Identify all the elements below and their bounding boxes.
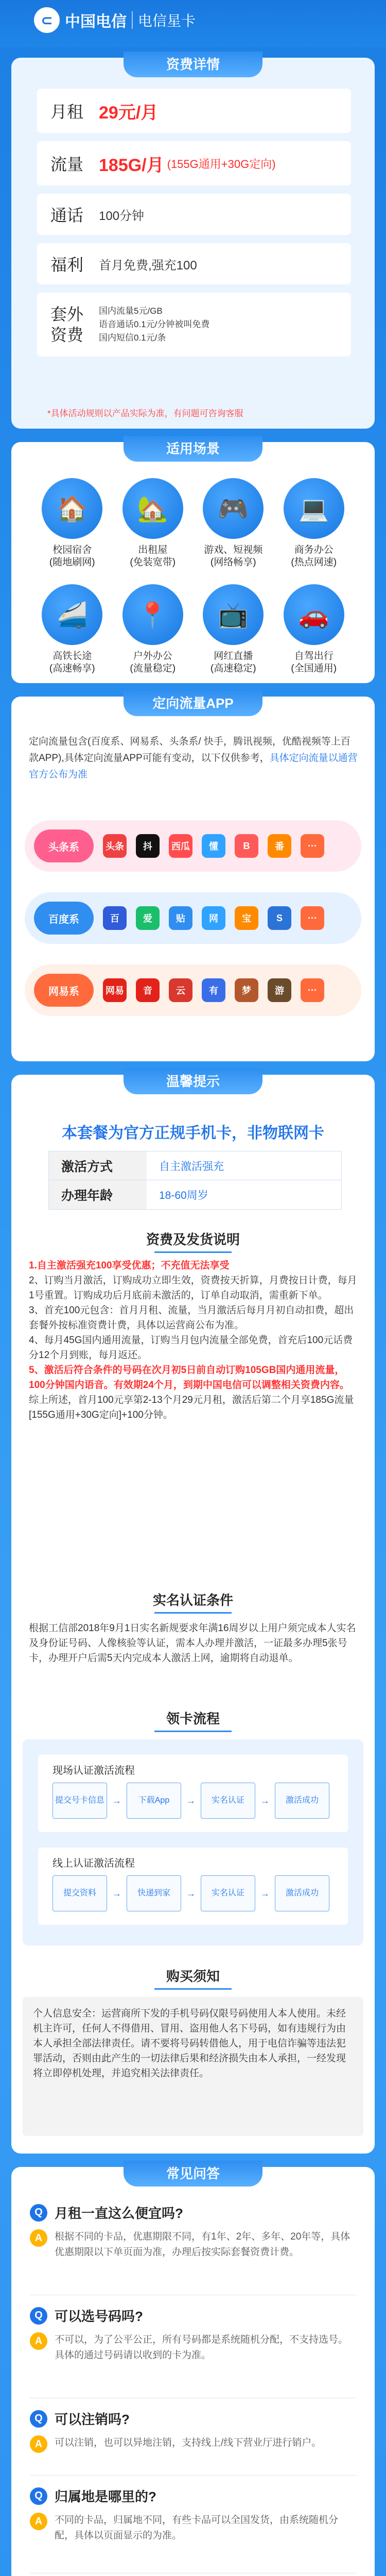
app-icon: S [268, 906, 291, 930]
app-icon: ··· [301, 978, 324, 1002]
faq-item [30, 2409, 356, 2453]
notice-headline: 本套餐为官方正规手机卡，非物联网卡 [62, 1125, 324, 1142]
faq-answer [30, 2332, 356, 2363]
tariff-row-extra [37, 293, 351, 357]
train-icon: 🚄 [42, 584, 102, 645]
question-icon: Q [30, 2307, 47, 2325]
app-group-pill: 头条系 [34, 829, 94, 862]
fee-p3: 3、首充100元包含：首月月租、流量，当月激活后每月月初自动扣费，超出套餐外按标准资费计费，具体以运营商公布为准。 [29, 1305, 354, 1331]
flow-step: 激活成功 [275, 1783, 329, 1819]
flow-step: 提交号卡信息 [52, 1783, 107, 1819]
tariff-value: 首月免费,强充100 [99, 258, 197, 273]
answer-icon: A [30, 2513, 47, 2530]
tv-icon: 📺 [203, 584, 264, 645]
faq-answer [30, 2435, 356, 2453]
location-pin-icon: 📍 [122, 584, 183, 645]
scene-grid [32, 478, 354, 675]
app-group-pill: 百度系 [34, 902, 94, 935]
app-icon: 抖 [136, 834, 160, 858]
faq-answer-text: 不同的卡品，归属地不同，有些卡品可以全国发货，由系统随机分配，具体以页面显示的为准。 [55, 2515, 339, 2541]
online-steps [52, 1783, 329, 1819]
app-icon: ··· [301, 906, 324, 930]
laptop-icon: 💻 [284, 478, 344, 539]
info-row [49, 1151, 341, 1180]
online-flow-title: 现场认证激活流程 [52, 1765, 135, 1776]
faq-answer [30, 2513, 356, 2544]
app-group-pill: 网易系 [34, 974, 94, 1007]
brand-divider [132, 11, 133, 29]
faq-divider [30, 2475, 356, 2476]
app-icon: 懂 [202, 834, 225, 858]
apps-card [11, 697, 375, 1061]
scene-item [274, 478, 355, 569]
buy-text: 个人信息安全：运营商所下发的手机号码仅限号码使用人本人使用。未经机主许可，任何人不得借用、冒用、盗用他人名下号码，如有违规行为由本人承担全部法律责任。请不要将号码转借他人，用于电信诈骗等违法犯罪活动，否则由此产生的一切法律后果和经济损失由本人承担，一经发现将立即停机处理，并追究相关法律责任。 [33, 2008, 346, 2079]
tariff-label: 通话 [50, 206, 84, 225]
flow-step: 快递到家 [127, 1875, 181, 1911]
faq-item [30, 2306, 356, 2363]
faq-card [11, 2167, 375, 2576]
faq-item [30, 2203, 356, 2260]
info-row [49, 1180, 341, 1209]
app-icon: 百 [103, 906, 127, 930]
app-icon: 头条 [103, 834, 127, 858]
tariff-value: 185G/月 [99, 155, 164, 175]
app-icon: B [235, 834, 258, 858]
fee-p2: 2、订购当月激活，订购成功立即生效，资费按天折算，月费按日计费，每月1号重置。订购成功后月底前未激活的，订单自动取消，需重新下单。 [29, 1275, 357, 1301]
china-telecom-logo-icon: ⊂ [34, 7, 60, 33]
tariff-value-sub: (155G通用+30G定向) [167, 157, 276, 171]
app-icon: 梦 [235, 978, 258, 1002]
tariff-row-rent [37, 89, 351, 133]
fee-title: 资费及发货说明 [11, 1229, 375, 1253]
tariff-note: *具体活动规则以产品实际为准，有问题可咨询客服 [47, 409, 243, 418]
realname-title: 实名认证条件 [11, 1590, 375, 1614]
info-value: 自主激活强充 [159, 1160, 224, 1173]
offline-flow [38, 1848, 348, 1925]
tariff-row-call [37, 194, 351, 235]
faq-answer-text: 根据不同的卡品，优惠期限不同，有1年、2年、多年、20年等，具体优惠期限以下单页面为准，办理后按实际套餐资费计费。 [55, 2231, 350, 2258]
buy-notice-box [23, 1997, 363, 2136]
realname-text: 根据工信部2018年9月1日实名新规要求年满16周岁以上用户须完成本人实名及身份证号码、人像核验等认证，需本人办理并激活，一证最多办理5张号卡，办理开户后需5天内完成本人激活上网，逾期将自动退单。 [29, 1623, 356, 1664]
scene-label: 出租屋 (免装宽带) [130, 545, 176, 568]
apps-title: 定向流量APP [124, 690, 262, 716]
scene-item [274, 584, 355, 675]
arrow-right-icon: → [112, 1795, 121, 1806]
tariff-label: 套外资费 [50, 305, 84, 344]
faq-question-text: 可以注销吗? [55, 2412, 130, 2427]
tariff-row-welfare [37, 243, 351, 284]
app-icon: 爱 [136, 906, 160, 930]
buy-title: 购买须知 [11, 1966, 375, 1990]
flow-step: 下载App [127, 1783, 181, 1819]
app-icon: 网 [202, 906, 225, 930]
app-row-toutiao [25, 820, 361, 872]
scene-item [193, 478, 274, 569]
scene-item [113, 584, 194, 675]
notice-title: 温馨提示 [124, 1069, 262, 1094]
app-icon: 有 [202, 978, 225, 1002]
tariff-title: 资费详情 [124, 52, 262, 77]
flow-step: 实名认证 [201, 1783, 255, 1819]
app-icon: 游 [268, 978, 291, 1002]
car-icon: 🚗 [284, 584, 344, 645]
scene-label: 自驾出行 (全国通用) [291, 651, 337, 674]
tariff-card [11, 58, 375, 429]
notice-card [11, 1075, 375, 2154]
flow-step: 提交资料 [52, 1875, 107, 1911]
fee-end: 综上所述，首月100元享第2-13个月29元月租，激活后第二个月享185G流量[155G通用+30G定向]+100分钟。 [29, 1395, 354, 1420]
tariff-extra-line: 语音通话0.1元/分钟被叫免费 [99, 319, 210, 329]
tariff-label: 月租 [50, 103, 84, 121]
tariff-row-data [37, 141, 351, 185]
scene-label: 校园宿舍 (随地刷网) [49, 545, 95, 568]
scene-item [113, 478, 194, 569]
flow-panel [23, 1739, 363, 1945]
info-table [48, 1151, 342, 1210]
arrow-right-icon: → [260, 1888, 270, 1899]
faq-question [30, 2203, 356, 2222]
tariff-extra-line: 国内流量5元/GB [99, 306, 163, 316]
question-icon: Q [30, 2410, 47, 2428]
info-key: 激活方式 [49, 1151, 147, 1180]
arrow-right-icon: → [260, 1795, 270, 1806]
tariff-label: 流量 [50, 155, 84, 174]
tariff-label: 福利 [50, 256, 84, 274]
arrow-right-icon: → [186, 1888, 196, 1899]
faq-title: 常见问答 [124, 2161, 262, 2187]
brand [34, 7, 196, 33]
app-icon: 西瓜 [169, 834, 192, 858]
offline-flow-title: 线上认证激活流程 [52, 1858, 135, 1869]
tariff-value: 29元/月 [99, 103, 159, 123]
fee-p4: 4、每月45G国内通用流量，订购当月包内流量全部免费，首充后100元话费分12个月到账，每月返还。 [29, 1335, 353, 1361]
flow-step: 激活成功 [275, 1875, 329, 1911]
fee-description [29, 1258, 357, 1422]
tariff-extra-lines [99, 304, 209, 345]
brand-slogan: 电信星卡 [138, 13, 196, 29]
scene-label: 游戏、短视频 (网络畅享) [204, 545, 263, 568]
gamepad-icon: 🎮 [203, 478, 264, 539]
fee-p1: 1.自主激活强充100享受优惠；不充值无法享受 [29, 1260, 230, 1271]
scene-label: 商务办公 (热点网速) [291, 545, 337, 568]
header [0, 0, 386, 47]
faq-question-text: 归属地是哪里的? [55, 2489, 156, 2504]
faq-answer-text: 不可以，为了公平公正，所有号码都是系统随机分配，不支持选号。具体的通过号码请以收到的卡为准。 [55, 2334, 348, 2361]
scene-item [32, 478, 113, 569]
faq-question [30, 2486, 356, 2505]
flow-title: 领卡流程 [11, 1708, 375, 1732]
app-icon: ··· [301, 834, 324, 858]
tariff-extra-line: 国内短信0.1元/条 [99, 333, 166, 343]
question-icon: Q [30, 2204, 47, 2222]
scene-card [11, 442, 375, 683]
app-row-netease [25, 964, 361, 1016]
answer-icon: A [30, 2229, 47, 2247]
faq-answer [30, 2229, 356, 2260]
flow-step: 实名认证 [201, 1875, 255, 1911]
faq-item [30, 2486, 356, 2544]
answer-icon: A [30, 2332, 47, 2350]
faq-answer-text: 可以注销，也可以异地注销，支持线上/线下营业厅进行销户。 [55, 2437, 322, 2448]
arrow-right-icon: → [112, 1888, 121, 1899]
app-row-baidu [25, 892, 361, 944]
app-icon: 网易 [103, 978, 127, 1002]
question-icon: Q [30, 2487, 47, 2505]
app-icon: 音 [136, 978, 160, 1002]
app-icon: 贴 [169, 906, 192, 930]
scene-item [32, 584, 113, 675]
offline-steps [52, 1875, 329, 1911]
scene-label: 户外办公 (流量稳定) [130, 651, 176, 674]
fee-red: 5、激活后符合条件的号码在次月初5日前自动订购105GB国内通用流量，100分钟国内语音。有效期24个月，到期中国电信可以调整相关资费内容。 [29, 1365, 349, 1391]
rental-house-icon: 🏡 [122, 478, 183, 539]
app-icon: 番 [268, 834, 291, 858]
faq-question [30, 2306, 356, 2325]
answer-icon: A [30, 2435, 47, 2453]
faq-question-text: 可以选号码吗? [55, 2309, 143, 2324]
online-flow [38, 1755, 348, 1832]
info-value: 18-60周岁 [159, 1190, 208, 1201]
scene-label: 网红直播 (高速稳定) [210, 651, 256, 674]
arrow-right-icon: → [186, 1795, 196, 1806]
app-icon: 宝 [235, 906, 258, 930]
app-icon: 云 [169, 978, 192, 1002]
scene-label: 高铁长途 (高速畅享) [49, 651, 95, 674]
tariff-value: 100分钟 [99, 209, 145, 223]
faq-question [30, 2409, 356, 2428]
dorm-icon: 🏠 [42, 478, 102, 539]
scene-title: 适用场景 [124, 436, 262, 462]
scene-item [193, 584, 274, 675]
info-key: 办理年龄 [49, 1180, 147, 1209]
apps-description: 定向流量包含(百度系、网易系、头条系/ 快手，腾讯视频，优酷视频等上百款APP),具体定向流量APP可能有变动，以下仅供参考，具体定向流量以通营官方公布为准 [29, 736, 358, 780]
faq-question-text: 月租一直这么便宜吗? [55, 2206, 183, 2221]
brand-name: 中国电信 [65, 13, 127, 30]
